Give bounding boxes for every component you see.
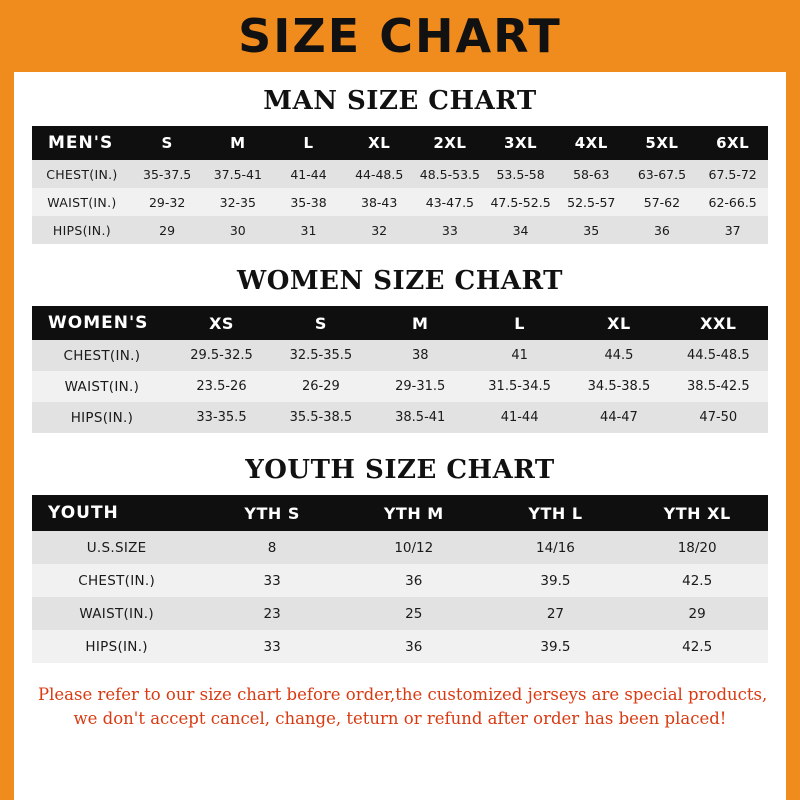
man-header-cell: 4XL — [556, 126, 627, 160]
table-row — [32, 340, 768, 371]
youth-cell: 27 — [485, 597, 627, 630]
man-cell: 35-38 — [273, 188, 344, 216]
man-cell: 37 — [697, 216, 768, 244]
table-row — [32, 188, 768, 216]
women-cell: 47-50 — [669, 402, 768, 433]
women-header-cell: M — [371, 306, 470, 340]
women-cell: 35.5-38.5 — [271, 402, 370, 433]
youth-header-cell: YTH M — [343, 495, 485, 531]
women-header-cell: XS — [172, 306, 271, 340]
man-cell: 34 — [485, 216, 556, 244]
women-cell: 34.5-38.5 — [569, 371, 668, 402]
women-cell: 33-35.5 — [172, 402, 271, 433]
youth-cell: 23 — [201, 597, 343, 630]
youth-cell: 10/12 — [343, 531, 485, 564]
women-cell: 38 — [371, 340, 470, 371]
youth-cell: 18/20 — [626, 531, 768, 564]
man-cell: 30 — [202, 216, 273, 244]
page-title: SIZE CHART — [238, 9, 562, 63]
order-notice — [38, 683, 768, 731]
youth-section-title: YOUTH SIZE CHART — [245, 455, 555, 485]
youth-row-label: CHEST(IN.) — [32, 564, 201, 597]
women-cell: 29.5-32.5 — [172, 340, 271, 371]
man-header-cell: MEN'S — [32, 126, 132, 160]
man-header-cell: M — [202, 126, 273, 160]
youth-header-cell: YTH L — [485, 495, 627, 531]
women-row-label: WAIST(IN.) — [32, 371, 172, 402]
women-cell: 31.5-34.5 — [470, 371, 569, 402]
man-cell: 53.5-58 — [485, 160, 556, 188]
table-row — [32, 371, 768, 402]
man-cell: 43-47.5 — [415, 188, 486, 216]
women-cell: 44.5 — [569, 340, 668, 371]
youth-cell: 36 — [343, 630, 485, 663]
women-section-title: WOMEN SIZE CHART — [237, 266, 563, 296]
table-row — [32, 630, 768, 663]
man-cell: 48.5-53.5 — [415, 160, 486, 188]
women-header-cell: L — [470, 306, 569, 340]
youth-header-cell: YOUTH — [32, 495, 201, 531]
women-cell: 26-29 — [271, 371, 370, 402]
youth-cell: 33 — [201, 564, 343, 597]
youth-cell: 42.5 — [626, 630, 768, 663]
man-header-cell: 3XL — [485, 126, 556, 160]
man-table-header-row — [32, 126, 768, 160]
table-row — [32, 216, 768, 244]
order-notice-line-1: Please refer to our size chart before order,the customized jerseys are special products, — [38, 685, 768, 704]
man-row-label: CHEST(IN.) — [32, 160, 132, 188]
man-section-title: MAN SIZE CHART — [263, 86, 537, 116]
youth-cell: 36 — [343, 564, 485, 597]
women-size-table — [32, 306, 768, 433]
man-cell: 37.5-41 — [202, 160, 273, 188]
man-cell: 32 — [344, 216, 415, 244]
man-cell: 38-43 — [344, 188, 415, 216]
man-cell: 36 — [627, 216, 698, 244]
youth-cell: 39.5 — [485, 630, 627, 663]
man-row-label: HIPS(IN.) — [32, 216, 132, 244]
youth-table-header-row — [32, 495, 768, 531]
women-cell: 38.5-42.5 — [669, 371, 768, 402]
table-row — [32, 564, 768, 597]
table-row — [32, 597, 768, 630]
table-row — [32, 402, 768, 433]
man-header-cell: L — [273, 126, 344, 160]
man-cell: 63-67.5 — [627, 160, 698, 188]
women-header-cell: XXL — [669, 306, 768, 340]
chart-content — [14, 86, 786, 731]
youth-cell: 25 — [343, 597, 485, 630]
women-row-label: CHEST(IN.) — [32, 340, 172, 371]
youth-cell: 14/16 — [485, 531, 627, 564]
women-cell: 41-44 — [470, 402, 569, 433]
man-cell: 44-48.5 — [344, 160, 415, 188]
man-cell: 29 — [132, 216, 203, 244]
women-cell: 44.5-48.5 — [669, 340, 768, 371]
man-header-cell: S — [132, 126, 203, 160]
youth-cell: 42.5 — [626, 564, 768, 597]
man-cell: 62-66.5 — [697, 188, 768, 216]
man-row-label: WAIST(IN.) — [32, 188, 132, 216]
women-cell: 44-47 — [569, 402, 668, 433]
women-table-header-row — [32, 306, 768, 340]
table-row — [32, 160, 768, 188]
man-header-cell: 6XL — [697, 126, 768, 160]
youth-row-label: HIPS(IN.) — [32, 630, 201, 663]
man-cell: 57-62 — [627, 188, 698, 216]
man-cell: 41-44 — [273, 160, 344, 188]
women-cell: 32.5-35.5 — [271, 340, 370, 371]
man-size-table — [32, 126, 768, 244]
table-row — [32, 531, 768, 564]
man-cell: 33 — [415, 216, 486, 244]
women-header-cell: S — [271, 306, 370, 340]
youth-cell: 29 — [626, 597, 768, 630]
man-cell: 32-35 — [202, 188, 273, 216]
youth-header-cell: YTH S — [201, 495, 343, 531]
youth-header-cell: YTH XL — [626, 495, 768, 531]
man-cell: 35-37.5 — [132, 160, 203, 188]
youth-cell: 8 — [201, 531, 343, 564]
youth-cell: 39.5 — [485, 564, 627, 597]
man-header-cell: 2XL — [415, 126, 486, 160]
man-cell: 35 — [556, 216, 627, 244]
man-cell: 67.5-72 — [697, 160, 768, 188]
man-cell: 47.5-52.5 — [485, 188, 556, 216]
page-banner — [0, 0, 800, 72]
women-header-cell: XL — [569, 306, 668, 340]
man-cell: 52.5-57 — [556, 188, 627, 216]
man-header-cell: XL — [344, 126, 415, 160]
man-header-cell: 5XL — [627, 126, 698, 160]
order-notice-line-2: we don't accept cancel, change, teturn or refund after order has been placed! — [73, 708, 727, 728]
youth-size-table — [32, 495, 768, 663]
man-cell: 29-32 — [132, 188, 203, 216]
youth-row-label: U.S.SIZE — [32, 531, 201, 564]
youth-row-label: WAIST(IN.) — [32, 597, 201, 630]
women-header-cell: WOMEN'S — [32, 306, 172, 340]
women-cell: 38.5-41 — [371, 402, 470, 433]
man-cell: 31 — [273, 216, 344, 244]
women-cell: 29-31.5 — [371, 371, 470, 402]
man-cell: 58-63 — [556, 160, 627, 188]
women-cell: 41 — [470, 340, 569, 371]
women-row-label: HIPS(IN.) — [32, 402, 172, 433]
women-cell: 23.5-26 — [172, 371, 271, 402]
youth-cell: 33 — [201, 630, 343, 663]
